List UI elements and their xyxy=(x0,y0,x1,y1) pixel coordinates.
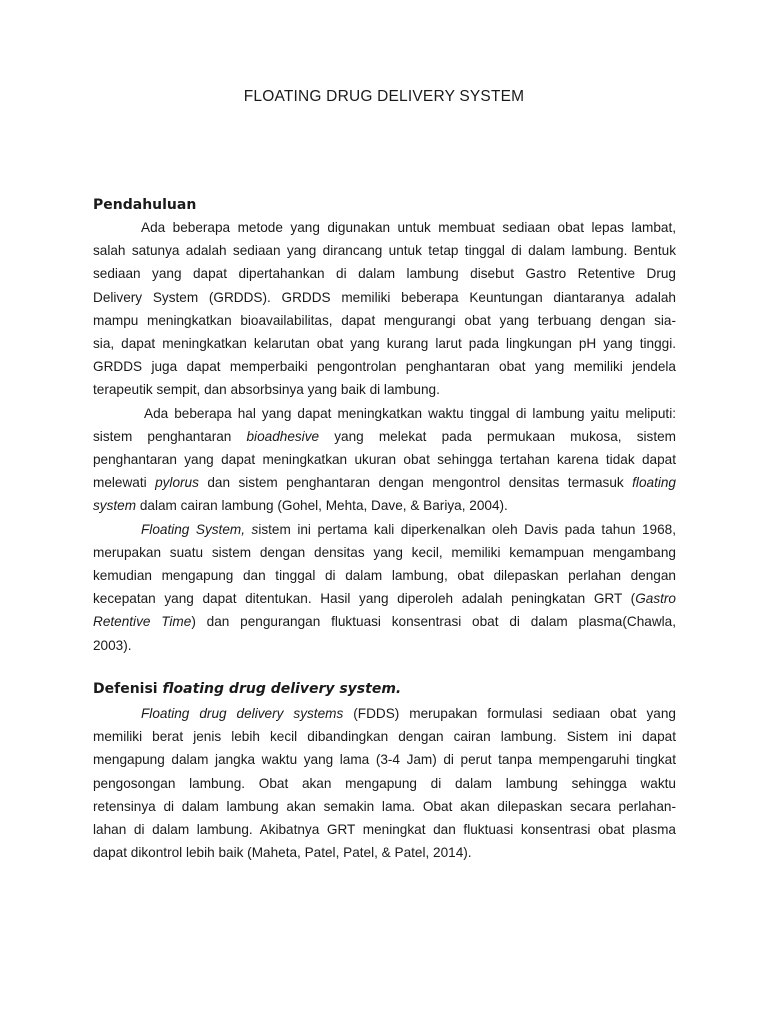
text-span: (FDDS) merupakan formulasi sediaan obat yang xyxy=(343,706,676,721)
heading-italic-text: floating drug delivery system. xyxy=(162,681,402,697)
italic-term: system xyxy=(93,498,137,514)
paragraph-1 xyxy=(93,216,676,402)
text-line xyxy=(93,587,676,610)
text-line: pengosongan lambung. Obat akan mengapung di dalam lambung sehingga waktu xyxy=(93,775,676,791)
text-line: memiliki berat jenis lebih kecil dibandingkan dengan cairan lambung. Sistem ini dapat xyxy=(93,729,676,745)
text-line: retensinya di dalam lambung akan semakin lama. Obat akan dilepaskan secara perlahan- xyxy=(93,798,676,814)
text-line xyxy=(93,518,676,541)
text-span: dalam cairan lambung (Gohel, Mehta, Dave, & Bariya, 2004). xyxy=(136,498,508,514)
text-line xyxy=(93,471,676,494)
text-line: dapat dikontrol lebih baik (Maheta, Patel, Patel, & Patel, 2014). xyxy=(93,845,472,861)
italic-term: Floating drug delivery systems xyxy=(141,706,344,721)
text-span: kecepatan yang dapat ditentukan. Hasil yang diperoleh adalah peningkatan GRT ( xyxy=(93,591,636,607)
text-line: salah satunya adalah sediaan yang dirancang untuk tetap tinggal di dalam lambung. Bentuk xyxy=(93,243,676,259)
italic-term: floating xyxy=(632,475,676,491)
text-line: 2003). xyxy=(93,637,132,653)
text-line xyxy=(93,425,676,448)
text-line: Delivery System (GRDDS). GRDDS memiliki beberapa Keuntungan diantaranya adalah xyxy=(93,289,676,305)
text-line: merupakan suatu sistem dengan densitas yang kecil, memiliki kemampuan mengambang xyxy=(93,544,676,560)
text-span: sistem penghantaran xyxy=(93,428,247,444)
text-span: yang melekat pada permukaan mukosa, sistem xyxy=(319,428,676,444)
text-line xyxy=(93,494,676,517)
section-body-pendahuluan xyxy=(93,216,676,657)
text-line: kemudian mengapung dan tinggal di dalam lambung, obat dilepaskan perlahan dengan xyxy=(93,568,676,584)
paragraph-2 xyxy=(93,402,676,518)
text-line: Ada beberapa hal yang dapat meningkatkan waktu tinggal di lambung yaitu meliputi: xyxy=(144,405,676,421)
paragraph-4 xyxy=(93,702,676,864)
text-line: Ada beberapa metode yang digunakan untuk membuat sediaan obat lepas lambat, xyxy=(141,220,676,235)
document-title: FLOATING DRUG DELIVERY SYSTEM xyxy=(243,88,525,105)
text-line xyxy=(93,702,676,725)
text-line: mampu meningkatkan bioavailabilitas, dapat mengurangi obat yang terbuang dengan sia- xyxy=(93,312,676,328)
heading-text: Defenisi xyxy=(93,681,163,697)
italic-term: Retentive Time xyxy=(93,614,192,630)
italic-term: pylorus xyxy=(155,475,199,491)
italic-term: Floating System, s xyxy=(141,521,259,537)
section-body-defenisi xyxy=(93,702,676,864)
section-heading-pendahuluan: Pendahuluan xyxy=(93,197,197,213)
text-line: GRDDS juga dapat memperbaiki pengontrolan penghantaran obat yang memiliki jendela xyxy=(93,359,676,375)
text-line: penghantaran yang dapat meningkatkan ukuran obat sehingga tertahan karena tidak dapat xyxy=(93,452,676,468)
text-span: melewati xyxy=(93,475,156,491)
text-line xyxy=(93,610,676,633)
text-span: istem ini pertama kali diperkenalkan oleh Davis pada tahun 1968, xyxy=(258,521,676,537)
text-span: dan sistem penghantaran dengan mengontrol densitas termasuk xyxy=(198,475,633,491)
text-line: lahan di dalam lambung. Akibatnya GRT meningkat dan fluktuasi konsentrasi obat plasma xyxy=(93,822,676,838)
paragraph-3 xyxy=(93,518,676,657)
section-heading-defenisi xyxy=(93,681,401,697)
text-span: ) dan pengurangan fluktuasi konsentrasi obat di dalam plasma(Chawla, xyxy=(191,614,676,630)
text-line: terapeutik sempit, dan absorbsinya yang baik di lambung. xyxy=(93,382,440,398)
text-line: sediaan yang dapat dipertahankan di dalam lambung disebut Gastro Retentive Drug xyxy=(93,266,676,282)
text-line: mengapung dalam jangka waktu yang lama (3-4 Jam) di perut tanpa mempengaruhi tingkat xyxy=(93,752,676,768)
text-line: sia, dapat meningkatkan kelarutan obat yang kurang larut pada lingkungan pH yang tinggi. xyxy=(93,336,676,352)
italic-term: Gastro xyxy=(635,591,676,607)
italic-term: bioadhesive xyxy=(246,428,320,444)
